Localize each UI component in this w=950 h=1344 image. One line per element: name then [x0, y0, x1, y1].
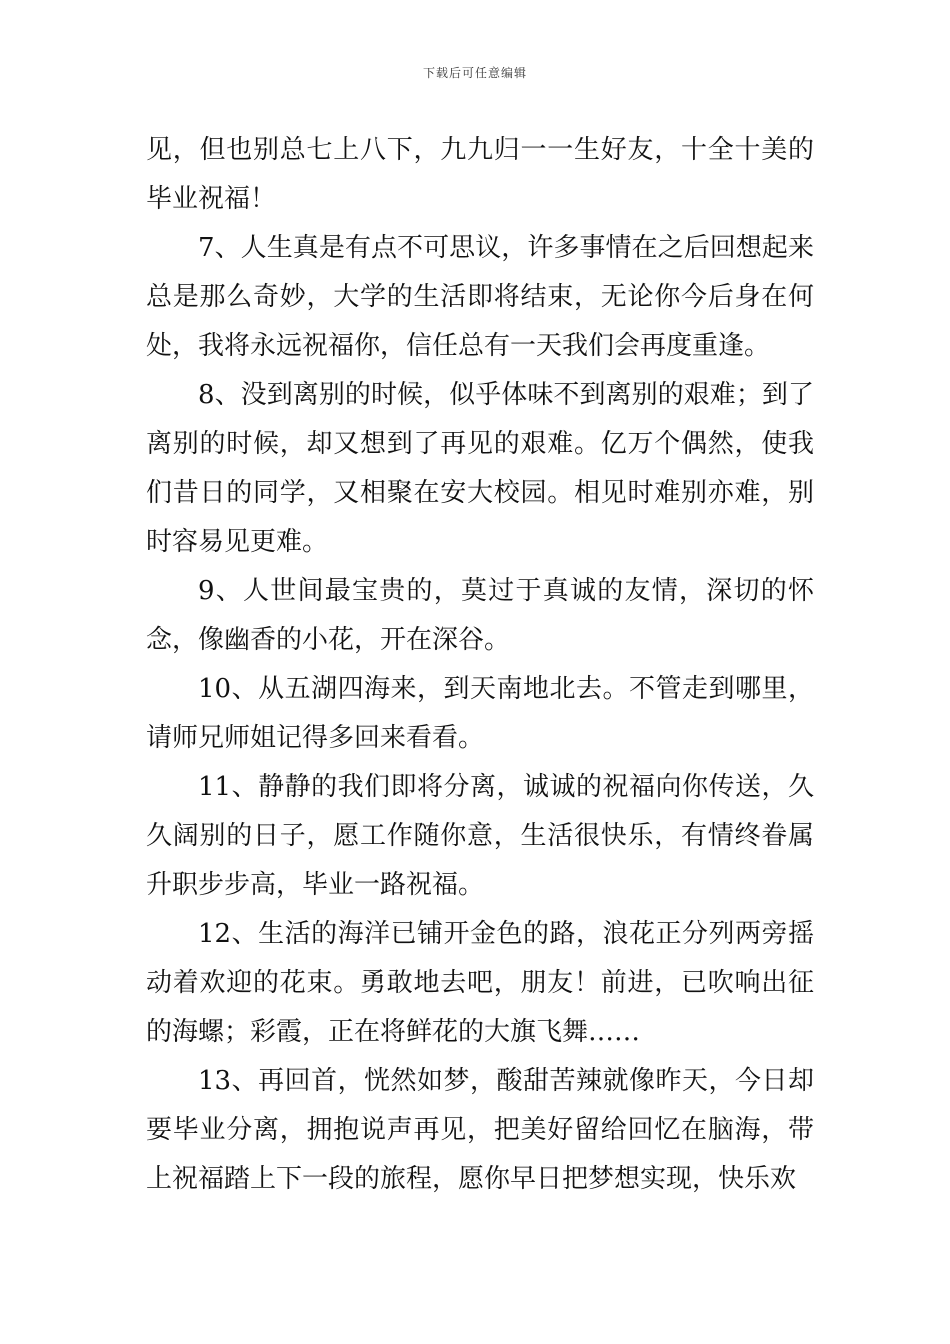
paragraph-6: 11、静静的我们即将分离，诚诚的祝福向你传送，久久阔别的日子，愿工作随你意，生活很快乐，有情终眷属升职步步高，毕业一路祝福。 [146, 772, 814, 900]
document-body [146, 126, 814, 1204]
page-header: 下载后可任意编辑 [422, 66, 527, 80]
paragraph-1: 见，但也别总七上八下，九九归一一生好友，十全十美的毕业祝福！ [146, 135, 814, 214]
paragraph-3: 8、没到离别的时候，似乎体味不到离别的艰难；到了离别的时候，却又想到了再见的艰难。亿万个偶然，使我们昔日的同学，又相聚在安大校园。相见时难别亦难，别时容易见更难。 [146, 380, 814, 557]
paragraph-4: 9、人世间最宝贵的，莫过于真诚的友情，深切的怀念，像幽香的小花，开在深谷。 [146, 576, 814, 655]
paragraph-2: 7、人生真是有点不可思议，许多事情在之后回想起来总是那么奇妙，大学的生活即将结束，无论你今后身在何处，我将永远祝福你，信任总有一天我们会再度重逢。 [146, 233, 814, 361]
paragraph-7: 12、生活的海洋已铺开金色的路，浪花正分列两旁摇动着欢迎的花束。勇敢地去吧，朋友！前进，已吹响出征的海螺；彩霞，正在将鲜花的大旗飞舞…… [146, 919, 814, 1047]
paragraph-5: 10、从五湖四海来，到天南地北去。不管走到哪里，请师兄师姐记得多回来看看。 [146, 674, 814, 753]
paragraph-8: 13、再回首，恍然如梦，酸甜苦辣就像昨天，今日却要毕业分离，拥抱说声再见，把美好留给回忆在脑海，带上祝福踏上下一段的旅程，愿你早日把梦想实现，快乐欢 [146, 1066, 814, 1194]
